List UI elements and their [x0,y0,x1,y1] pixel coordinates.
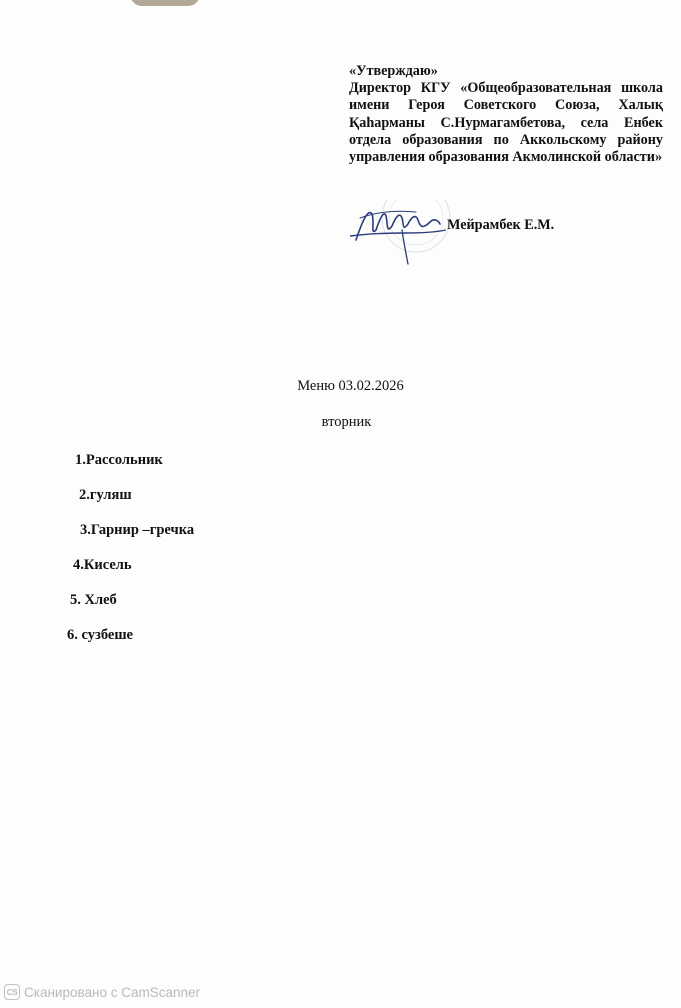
menu-item: 5. Хлеб [70,592,117,608]
menu-day: вторник [321,414,372,430]
menu-item: 3.Гарнир –гречка [80,522,195,538]
signer-name: Мейрамбек Е.М. [447,217,555,233]
approval-body: Директор КГУ «Общеобразовательная школа имени Героя Советского Союза, Халық Қаһарманы С.Нурмагамбетова, села Енбек отдела образования по Аккольскому району управления образования Акмолинской области» [349,80,663,166]
menu-item: 1.Рассольник [75,452,163,468]
approval-block [349,63,663,166]
camscanner-watermark [4,983,200,1001]
menu-title: Меню 03.02.2026 [297,378,404,394]
scan-artifact [130,0,200,6]
camscanner-logo-icon: CS [4,984,20,1000]
approval-title: «Утверждаю» [349,63,438,79]
menu-item: 4.Кисель [73,557,132,573]
watermark-text: Сканировано с CamScanner [24,984,201,1000]
signature-row [346,200,676,270]
menu-item: 6. сузбеше [67,627,133,643]
menu-item: 2.гуляш [79,487,132,503]
signature-icon [346,200,456,270]
